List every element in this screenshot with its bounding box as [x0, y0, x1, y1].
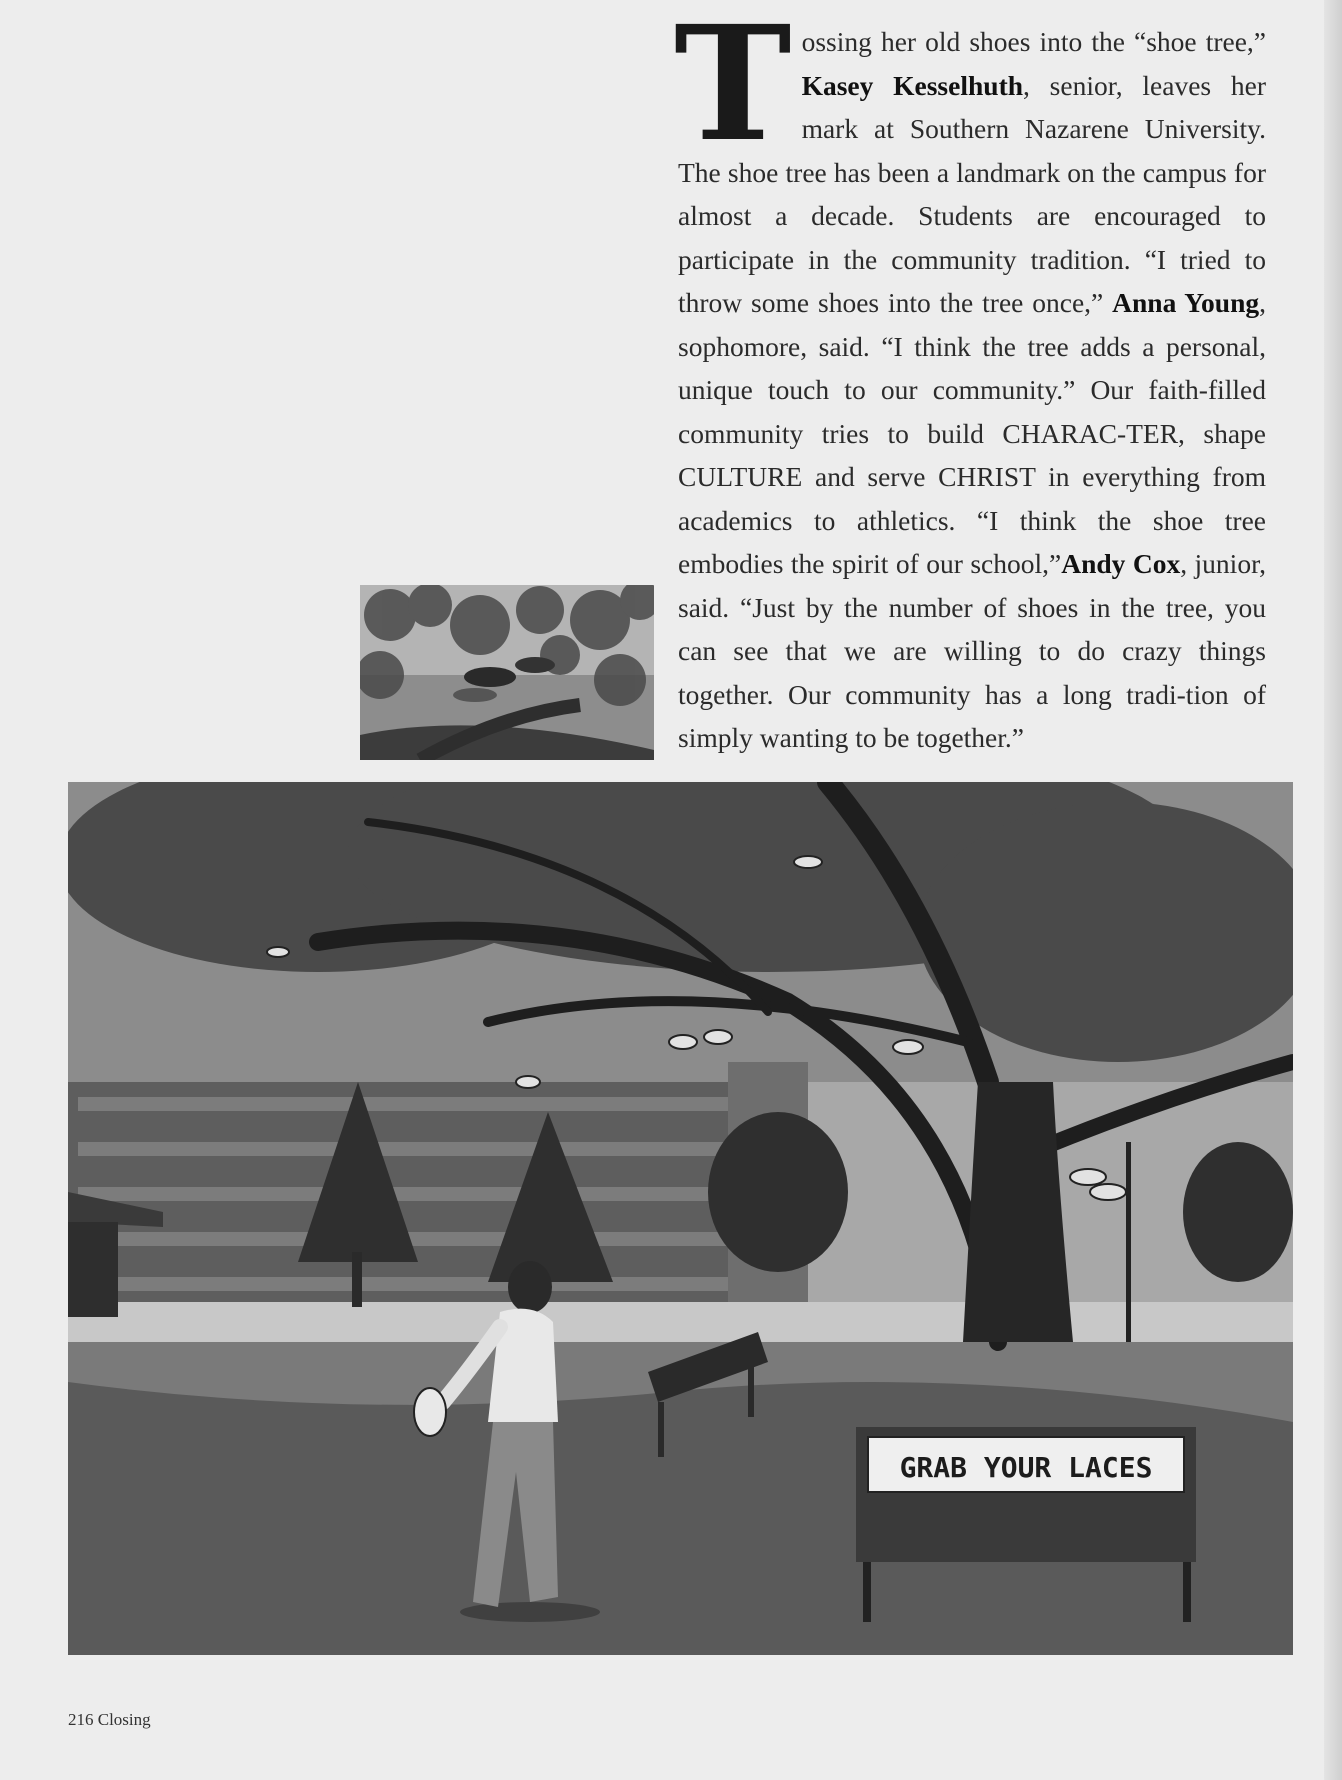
student-name: Andy Cox	[1061, 548, 1181, 579]
page-number: 216	[68, 1710, 94, 1729]
page-edge	[1324, 0, 1342, 1780]
story-text	[674, 0, 1267, 760]
story-text-part: , junior, said. “Just by the number of shoes in the tree, you can see that we are willing to do crazy things together. Our community has a long tradi-tion of simply wanting to be together.”	[678, 548, 1267, 753]
story-text-part: , senior, leaves her mark at Southern Nazarene University. The shoe tree has been a landmark on the campus for almost a decade. Students are encouraged to participate in the community tradition. “I tried to throw some shoes into the tree once,”	[678, 69, 1266, 318]
story-paragraph	[674, 0, 1267, 760]
story-text-part: ossing her old shoes into the “shoe tree,”	[801, 26, 1266, 57]
story-text-part: , sophomore, said. “I think the tree adds a personal, unique touch to our community.” Our faith-filled community tries to build CHARAC-TER, shape CULTURE and serve CHRIST in everything from academics to athletics. “I think the shoe tree embodies the spirit of our school,”	[678, 287, 1267, 579]
section-name: Closing	[97, 1710, 151, 1729]
bench-sign: GRAB YOUR LACES	[899, 1451, 1153, 1484]
shoes-in-tree-photo	[360, 585, 654, 760]
student-name: Kasey Kesselhuth	[801, 69, 1024, 101]
page-folio	[68, 1710, 151, 1730]
student-name: Anna Young	[1112, 287, 1260, 318]
drop-cap: T	[674, 0, 792, 177]
shoe-tree-photo	[68, 782, 1293, 1655]
